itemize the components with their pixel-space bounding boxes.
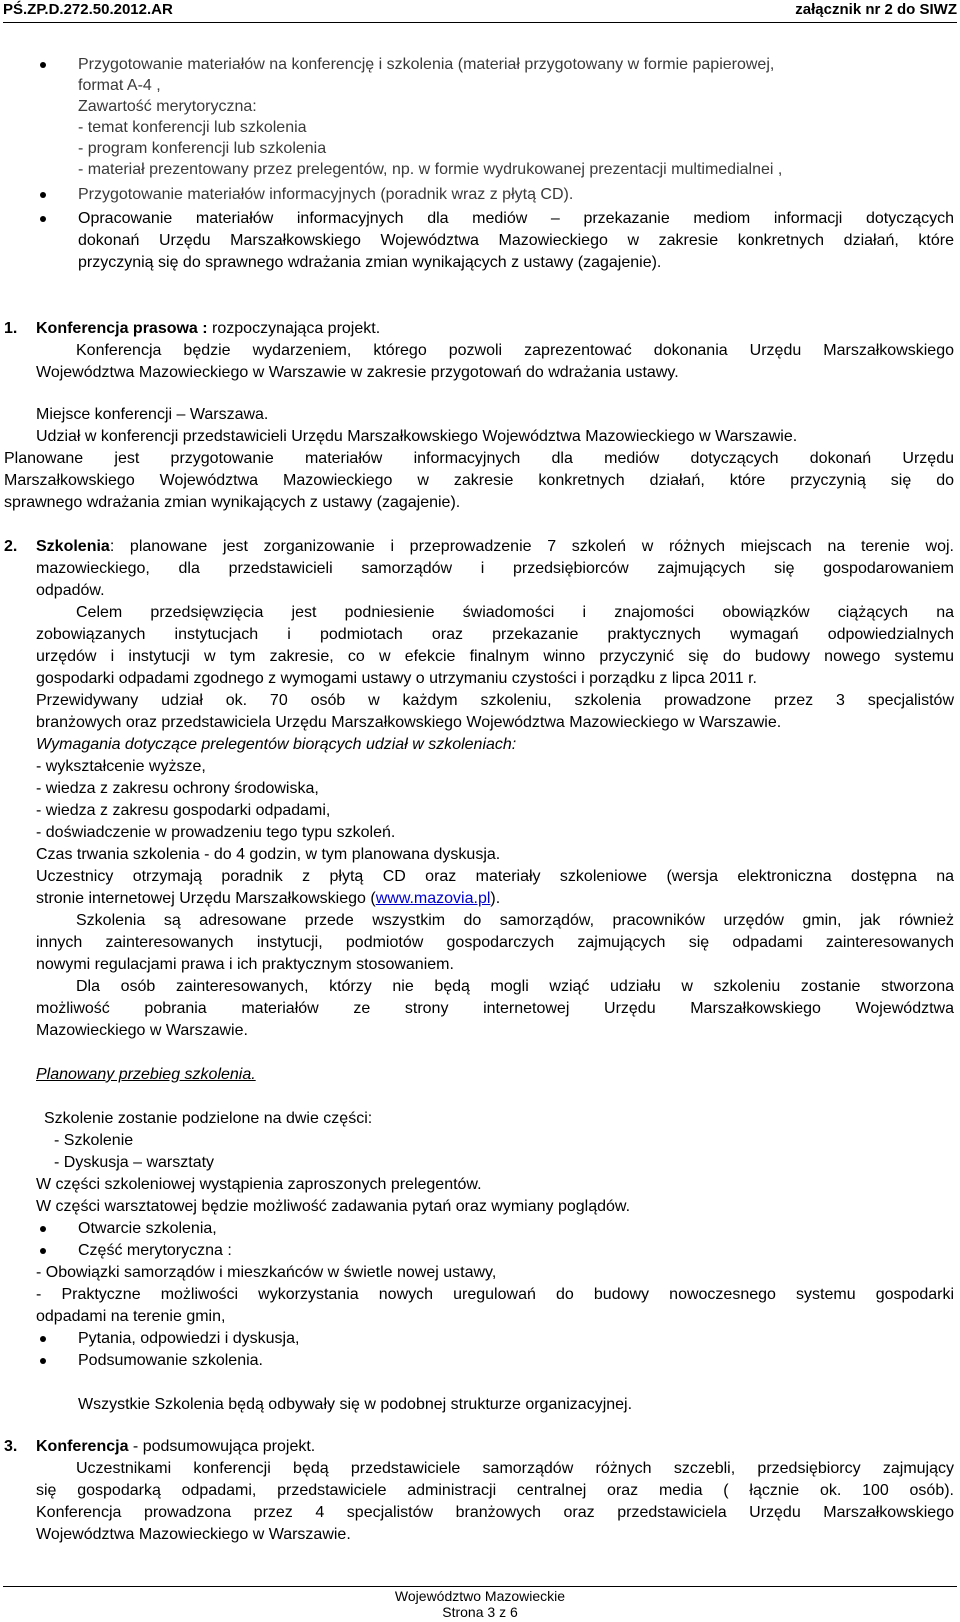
bullet-icon xyxy=(40,192,46,198)
intro-bullet-3-line-2: dokonań Urzędu Marszałkowskiego Województwa Mazowieckiego w zakresie konkretnych działań, które xyxy=(78,232,954,249)
section-1-title: Konferencja prasowa : xyxy=(36,320,208,337)
plan-line-4: W części szkoleniowej wystąpienia zaproszonych prelegentów. xyxy=(36,1176,482,1193)
section-2-line-9: branżowych oraz przedstawiciela Urzędu Marszałkowskiego Województwa Mazowieckiego w Warszawie. xyxy=(36,714,782,731)
section-3-subtitle: - podsumowująca projekt. xyxy=(128,1438,316,1455)
section-2-line-7: gospodarki odpadami zgodnego z wymogami ustawy o utrzymaniu czystości i porządku z lipca 2011 r. xyxy=(36,670,757,687)
plan-summary: Wszystkie Szkolenia będą odbywały się w podobnej strukturze organizacyjnej. xyxy=(78,1396,633,1413)
intro-bullet-3-line-3: przyczynią się do sprawnego wdrażania zmian wynikających z ustawy (zagajenie). xyxy=(78,254,662,271)
intro-bullet-3-line-1: Opracowanie materiałów informacyjnych dla mediów – przekazanie mediom informacji dotyczących xyxy=(78,210,954,227)
section-2-line-16: możliwość pobrania materiałów ze strony internetowej Urzędu Marszałkowskiego Województwa xyxy=(36,1000,954,1017)
requirement-item: - wiedza z zakresu ochrony środowiska, xyxy=(36,780,319,797)
plan-part: - Dyskusja – warsztaty xyxy=(54,1154,215,1171)
training-duration: Czas trwania szkolenia - do 4 godzin, w tym planowana dyskusja. xyxy=(36,846,501,863)
section-3-heading xyxy=(36,1436,315,1458)
intro-bullet-1-line-4: - temat konferencji lub szkolenia xyxy=(78,119,307,136)
bullet-icon xyxy=(40,216,46,222)
intro-bullet-1-line-2: format A-4 , xyxy=(78,77,161,94)
plan-bullet-2: Część merytoryczna : xyxy=(78,1242,232,1259)
footer-divider xyxy=(3,1586,957,1587)
section-2-line-3: odpadów. xyxy=(36,582,105,599)
bullet-icon xyxy=(40,1226,46,1232)
section-3-title: Konferencja xyxy=(36,1438,129,1455)
plan-detail-2-line-2: odpadami na terenie gmin, xyxy=(36,1308,226,1325)
plan-bullet-3: Pytania, odpowiedzi i dyskusja, xyxy=(78,1330,300,1347)
section-2-line-2: mazowieckiego, dla przedstawicieli samorządów i przedsiębiorców zajmujących się gospodarowaniem xyxy=(36,560,954,577)
intro-bullet-1-line-3: Zawartość merytoryczna: xyxy=(78,98,257,115)
section-2-line-12: Szkolenia są adresowane przede wszystkim do samorządów, pracowników urzędów gmin, jak również xyxy=(76,912,954,929)
mazovia-link[interactable]: www.mazovia.pl xyxy=(375,890,491,907)
intro-bullet-2: Przygotowanie materiałów informacyjnych (poradnik wraz z płytą CD). xyxy=(78,186,574,203)
section-1-para-1-line-1: Konferencja będzie wydarzeniem, którego pozwoli zaprezentować dokonania Urzędu Marszałkowskiego xyxy=(76,342,954,359)
section-1-participants: Udział w konferencji przedstawicieli Urzędu Marszałkowskiego Województwa Mazowieckiego w Warszawie. xyxy=(36,428,798,445)
plan-detail-2-line-1: - Praktyczne możliwości wykorzystania nowych uregulowań do budowy nowoczesnego systemu gospodarki xyxy=(36,1286,954,1303)
section-2-line-11-end: ). xyxy=(490,890,501,907)
plan-intro: Szkolenie zostanie podzielone na dwie części: xyxy=(44,1110,373,1127)
plan-title: Planowany przebieg szkolenia. xyxy=(36,1066,256,1083)
section-2-line-15: Dla osób zainteresowanych, którzy nie będą mogli wziąć udziału w szkoleniu zostanie stworzona xyxy=(76,978,954,995)
section-2-line-5: zobowiązanych instytucjach i podmiotach oraz przekazanie praktycznych wymagań odpowiedzialnych xyxy=(36,626,954,643)
section-3-line-3: Konferencja prowadzona przez 4 specjalistów branżowych oraz przedstawiciela Urzędu Marszałkowskiego xyxy=(36,1504,954,1521)
requirement-item: - wiedza z zakresu gospodarki odpadami, xyxy=(36,802,331,819)
intro-bullet-1-line-5: - program konferencji lub szkolenia xyxy=(78,140,327,157)
plan-bullet-1: Otwarcie szkolenia, xyxy=(78,1220,217,1237)
section-3-number: 3. xyxy=(4,1438,18,1455)
section-2-line-17: Mazowieckiego w Warszawie. xyxy=(36,1022,248,1039)
requirement-item: - wykształcenie wyższe, xyxy=(36,758,206,775)
section-1-para-1-line-2: Województwa Mazowieckiego w Warszawie w zakresie przygotowań do wdrażania ustawy. xyxy=(36,364,679,381)
bullet-icon xyxy=(40,62,46,68)
section-3-line-1: Uczestnikami konferencji będą przedstawiciele samorządów różnych szczebli, przedsiębiorcy zajmujący xyxy=(76,1460,954,1477)
requirement-item: - doświadczenie w prowadzeniu tego typu szkoleń. xyxy=(36,824,396,841)
section-1-para-2-line-1: Planowane jest przygotowanie materiałów informacyjnych dla mediów dotyczących dokonań Urzędu xyxy=(4,450,954,467)
plan-bullet-4: Podsumowanie szkolenia. xyxy=(78,1352,263,1369)
plan-line-5: W części warsztatowej będzie możliwość zadawania pytań oraz wymiany poglądów. xyxy=(36,1198,631,1215)
section-1-place: Miejsce konferencji – Warszawa. xyxy=(36,406,269,423)
plan-part: - Szkolenie xyxy=(54,1132,134,1149)
bullet-icon xyxy=(40,1336,46,1342)
section-2-line-11 xyxy=(36,888,500,910)
section-1-para-2-line-2: Marszałkowskiego Województwa Mazowieckiego w zakresie konkretnych działań, które przyczynią się do xyxy=(4,472,954,489)
section-2-line-13: innych zainteresowanych instytucji, podmiotów gospodarczych zajmujących się odpadami zainteresowanych xyxy=(36,934,954,951)
section-1-number: 1. xyxy=(4,320,18,337)
header-divider xyxy=(3,22,957,23)
footer-organization: Województwo Mazowieckie xyxy=(394,1588,566,1604)
document-reference: PŚ.ZP.D.272.50.2012.AR xyxy=(3,1,173,18)
intro-bullet-1-line-6: - materiał prezentowany przez prelegentów, np. w formie wydrukowanej prezentacji multimedialnei , xyxy=(78,161,783,178)
intro-bullet-1-line-1: Przygotowanie materiałów na konferencję i szkolenia (materiał przygotowany w formie papierowej, xyxy=(78,56,775,73)
section-2-line-14: nowymi regulacjami prawa i ich praktycznym stosowaniem. xyxy=(36,956,454,973)
annex-label: załącznik nr 2 do SIWZ xyxy=(795,1,957,18)
section-3-line-4: Województwa Mazowieckiego w Warszawie. xyxy=(36,1526,351,1543)
bullet-icon xyxy=(40,1358,46,1364)
section-2-line-4: Celem przedsięwzięcia jest podniesienie świadomości i znajomości obowiązków ciążących na xyxy=(76,604,954,621)
section-2-line-8: Przewidywany udział ok. 70 osób w każdym szkoleniu, szkolenia prowadzone przez 3 specjalistów xyxy=(36,692,954,709)
page-number: Strona 3 z 6 xyxy=(442,1604,518,1620)
section-1-para-2-line-3: sprawnego wdrażania zmian wynikających z ustawy (zagajenie). xyxy=(4,494,461,511)
section-2-title: Szkolenia xyxy=(36,538,110,555)
section-3-line-2: się gospodarką odpadami, przedstawiciele administracji centralnej oraz media ( łącznie ok. 100 osób). xyxy=(36,1482,954,1499)
speaker-requirements-title: Wymagania dotyczące prelegentów biorących udział w szkoleniach: xyxy=(36,736,517,753)
section-1-heading xyxy=(36,318,380,340)
section-1-subtitle: rozpoczynająca projekt. xyxy=(207,320,381,337)
section-2-line-6: urzędów i instytucji w tym zakresie, co w efekcie finalnym winno przyczynić się do budowy nowego systemu xyxy=(36,648,954,665)
plan-detail-1: - Obowiązki samorządów i mieszkańców w świetle nowej ustawy, xyxy=(36,1264,497,1281)
section-2-line-1-text: : planowane jest zorganizowanie i przeprowadzenie 7 szkoleń w różnych miejscach na terenie woj. xyxy=(109,538,954,555)
section-2-number: 2. xyxy=(4,538,18,555)
bullet-icon xyxy=(40,1248,46,1254)
section-2-line-10: Uczestnicy otrzymają poradnik z płytą CD oraz materiały szkoleniowe (wersja elektroniczna dostępna na xyxy=(36,868,954,885)
section-2-line-1 xyxy=(36,536,954,558)
section-2-line-11-start: stronie internetowej Urzędu Marszałkowskiego ( xyxy=(36,890,376,907)
